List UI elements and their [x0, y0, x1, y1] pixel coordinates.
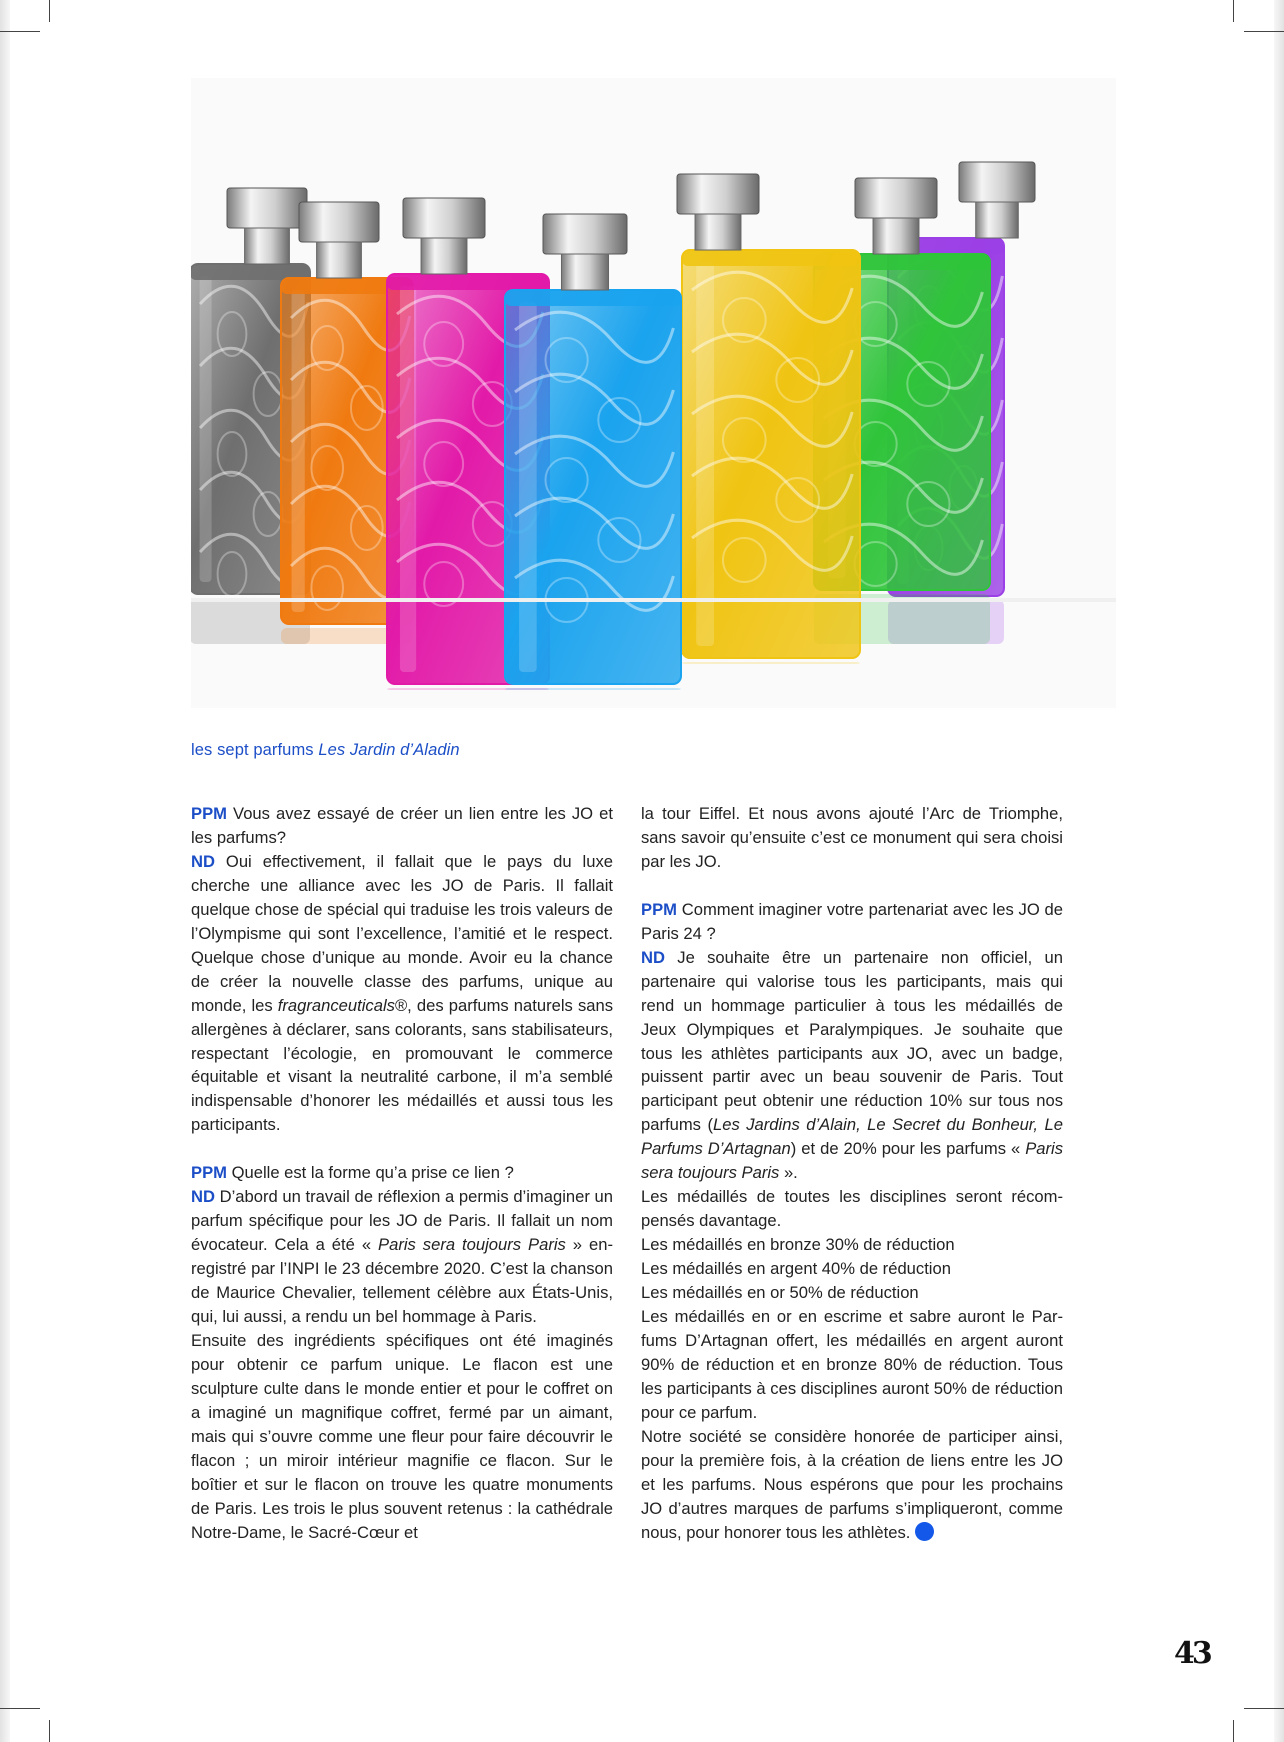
- perfume-bottles-photo: [191, 78, 1116, 708]
- crop-mark: [0, 1708, 40, 1709]
- article-column-1: [191, 802, 613, 1545]
- page-number: 43: [1174, 1636, 1210, 1671]
- answer-2-paragraph: Ensuite des ingrédients spécifiques ont été imaginés pour obtenir ce parfum unique. Le flacon est une sculpture culte dans le monde entier et pour le coffret on a imaginé un magnifique coffret, fermé par un aimant, mais qui s’ouvre comme une fleur pour faire découvrir le flacon ; un miroir intérieur magnifie ce flacon. Sur le boîtier et sur le flacon on trouve les quatre monuments de Paris. Les trois le plus souvent retenus : la cathédrale Notre-Dame, le Sacré-Cœur et: [191, 1330, 613, 1542]
- article-column-2: [641, 802, 1063, 1545]
- interviewer-tag: PPM: [641, 899, 677, 919]
- crop-mark: [1244, 1708, 1284, 1709]
- text-run: ) et de 20% pour les parfums «: [790, 1139, 1026, 1159]
- text-run: D’abord un travail de réflexion a permis d’imaginer un parfum spécifique pour les JO de Paris. Il fallait un nom évocateur. Cela a été «: [191, 1187, 613, 1255]
- crop-mark: [0, 31, 40, 32]
- interviewer-tag: PPM: [191, 1163, 227, 1183]
- text-run: Notre société se considère honorée de participer ainsi, pour la première fois, à la création de liens entre les JO et les parfums. Nous espérons que pour les prochains JO d’autres marques de parfums s’impliqueront, comme nous, pour honorer tous les athlètes.: [641, 1426, 1063, 1542]
- text-run: » enregistré par l’INPI le 23 décembre 2020. C’est la chanson de Maurice Chevalier, tellement célèbre aux États-Unis, qui, lui aussi, a rendu un bel hommage à Paris.: [191, 1235, 613, 1326]
- closing-paragraph: [641, 1425, 1063, 1545]
- interviewee-tag: ND: [191, 851, 215, 871]
- crop-mark: [1233, 0, 1234, 22]
- gold-line: Les médaillés en or 50% de réduction: [641, 1283, 919, 1303]
- text-run: les sept parfums: [191, 741, 319, 759]
- text-run: Comment imaginer votre partenariat avec les JO de Paris 24 ?: [641, 899, 1063, 943]
- perfume-bottle-5: [677, 174, 860, 664]
- text-run: fragranceuticals: [277, 995, 395, 1015]
- silver-line: Les médaillés en argent 40% de réduction: [641, 1259, 951, 1279]
- page-edge-right: [1274, 0, 1284, 1742]
- crop-mark: [1233, 1720, 1234, 1742]
- text-run: ®, des parfums naturels sans allergènes à déclarer, sans colorants, sans stabilisateurs, respectant l’écologie, en promouvant le commerce équitable et visant la neutralité carbone, il m’a semblé indispensable d’honorer les médaillés et aussi tous les participants.: [191, 995, 614, 1135]
- text-run: Vous avez essayé de créer un lien entre les JO et les parfums?: [191, 804, 613, 847]
- answer-3: [641, 946, 1063, 1186]
- page-edge-left: [0, 0, 10, 1742]
- text-run: Paris sera toujours Paris: [641, 1139, 1063, 1183]
- text-run: Je souhaite être un partenaire non officiel, un partenaire qui valorise tous les participants, mais qui rend un hommage particulier à tous les médaillés de Jeux Olympiques et Paralympiques. Je souhaite que tous les athlètes participants aux JO, avec un badge, puissent partir avec un beau souvenir de Paris. Tout participant peut obtenir une réduction 10% sur tous nos parfums (: [641, 947, 1063, 1135]
- answer-2: [191, 1185, 613, 1329]
- interviewee-tag: ND: [641, 947, 665, 967]
- text-run: Quelle est la forme qu’a prise ce lien ?: [226, 1163, 514, 1183]
- crop-mark: [1244, 31, 1284, 32]
- photo-caption: [191, 741, 460, 760]
- question-1: [191, 802, 613, 850]
- text-run: ».: [779, 1163, 798, 1183]
- question-3: [641, 898, 1063, 946]
- answer-2-continued: la tour Eiffel. Et nous avons ajouté l’Arc de Triomphe, sans savoir qu’ensuite c’est ce monument qui sera choisi par les JO.: [641, 804, 1063, 871]
- question-2: [191, 1161, 613, 1185]
- caption-title: Les Jardin d’Aladin: [318, 741, 460, 759]
- end-of-article-dot-icon: [915, 1522, 934, 1541]
- crop-mark: [49, 0, 50, 22]
- interviewer-tag: PPM: [191, 804, 227, 823]
- fencing-paragraph: Les médaillés en or en escrime et sabre auront le Parfums D’Artagnan offert, les médaillés en argent auront 90% de réduction et en bronze 80% de réduction. Tous les participants à ces disciplines auront 50% de réduction pour ce parfum.: [641, 1307, 1063, 1422]
- interviewee-tag: ND: [191, 1187, 215, 1207]
- text-run: Les Jardins d’Alain, Le Secret du Bonheur, Le Parfums D’Artagnan: [641, 1115, 1063, 1159]
- text-run: Oui effectivement, il fallait que le pays du luxe cherche une alliance avec les JO de Paris. Il fallait quelque chose de spécial qui traduise les trois valeurs de l’Olympisme qui sont l’excellence, l’amitié et le respect. Quelque chose d’unique au monde. Avoir eu la chance de créer la nouvelle classe des parfums, unique au monde, les: [191, 851, 613, 1015]
- answer-1: [191, 850, 613, 1137]
- medals-paragraph: Les médaillés de toutes les disciplines seront récompensés davantage.: [641, 1187, 1063, 1231]
- bronze-line: Les médaillés en bronze 30% de réduction: [641, 1235, 955, 1255]
- bottles-illustration: [191, 78, 1116, 708]
- crop-mark: [49, 1720, 50, 1742]
- text-run: Paris sera toujours Paris: [378, 1235, 566, 1255]
